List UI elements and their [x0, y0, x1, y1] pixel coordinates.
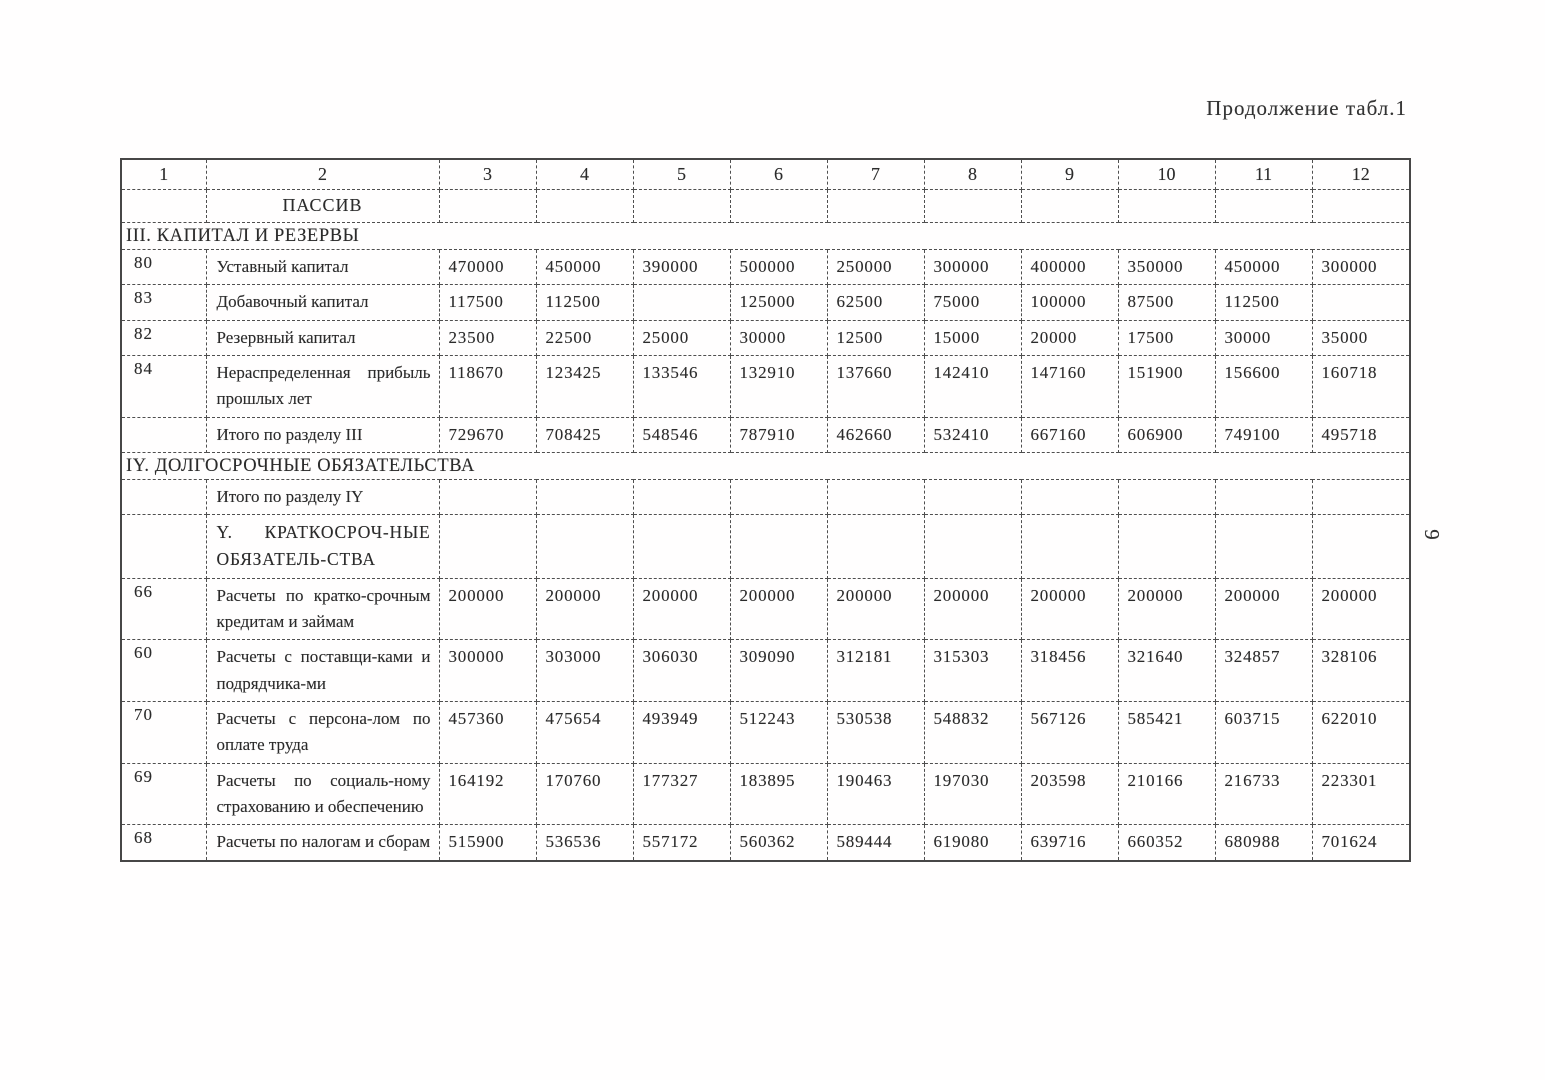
value-cell: 475654 [536, 701, 633, 763]
value-cell: 75000 [924, 285, 1021, 320]
value-cell: 470000 [439, 249, 536, 284]
page-number-vertical: 9 [1419, 529, 1444, 540]
value-cell [1118, 479, 1215, 514]
value-cell: 321640 [1118, 640, 1215, 702]
value-cell: 622010 [1312, 701, 1410, 763]
value-cell: 183895 [730, 763, 827, 825]
value-cell: 557172 [633, 825, 730, 861]
label-cell: Расчеты по кратко-срочным кредитам и займам [206, 578, 439, 640]
value-cell [1312, 515, 1410, 578]
value-cell [633, 479, 730, 514]
column-header-cell: 10 [1118, 159, 1215, 190]
value-cell: 30000 [730, 320, 827, 355]
value-cell [827, 479, 924, 514]
value-cell [827, 515, 924, 578]
label-cell: Добавочный капитал [206, 285, 439, 320]
value-cell [730, 515, 827, 578]
value-cell [1021, 479, 1118, 514]
value-cell: 309090 [730, 640, 827, 702]
section-row [121, 222, 1410, 249]
value-cell [1118, 515, 1215, 578]
value-cell: 548832 [924, 701, 1021, 763]
value-cell: 170760 [536, 763, 633, 825]
column-header-cell: 5 [633, 159, 730, 190]
value-cell [536, 190, 633, 223]
value-cell: 300000 [1312, 249, 1410, 284]
value-cell: 787910 [730, 417, 827, 452]
value-cell: 125000 [730, 285, 827, 320]
value-cell: 210166 [1118, 763, 1215, 825]
column-header-cell: 8 [924, 159, 1021, 190]
value-cell: 312181 [827, 640, 924, 702]
value-cell: 100000 [1021, 285, 1118, 320]
value-cell: 15000 [924, 320, 1021, 355]
value-cell [730, 190, 827, 223]
value-cell: 532410 [924, 417, 1021, 452]
account-cell: 82 [121, 320, 206, 355]
table-row [121, 285, 1410, 320]
account-cell [121, 417, 206, 452]
value-cell [1021, 515, 1118, 578]
value-cell: 328106 [1312, 640, 1410, 702]
value-cell: 112500 [536, 285, 633, 320]
column-header-cell: 11 [1215, 159, 1312, 190]
value-cell: 603715 [1215, 701, 1312, 763]
value-cell: 639716 [1021, 825, 1118, 861]
value-cell [1312, 285, 1410, 320]
value-cell [1312, 190, 1410, 223]
value-cell [439, 479, 536, 514]
value-cell: 164192 [439, 763, 536, 825]
value-cell: 132910 [730, 355, 827, 417]
value-cell: 123425 [536, 355, 633, 417]
value-cell: 200000 [633, 578, 730, 640]
value-cell: 515900 [439, 825, 536, 861]
value-cell: 708425 [536, 417, 633, 452]
account-cell [121, 479, 206, 514]
account-cell: 68 [121, 825, 206, 861]
value-cell: 749100 [1215, 417, 1312, 452]
value-cell: 200000 [1215, 578, 1312, 640]
table-row [121, 825, 1410, 861]
value-cell: 147160 [1021, 355, 1118, 417]
table-row [121, 249, 1410, 284]
column-header-cell: 6 [730, 159, 827, 190]
value-cell [536, 515, 633, 578]
balance-table [120, 158, 1411, 862]
column-header-cell: 2 [206, 159, 439, 190]
value-cell: 300000 [924, 249, 1021, 284]
value-cell: 250000 [827, 249, 924, 284]
value-cell: 190463 [827, 763, 924, 825]
value-cell: 200000 [827, 578, 924, 640]
value-cell [536, 479, 633, 514]
account-cell: 83 [121, 285, 206, 320]
value-cell: 729670 [439, 417, 536, 452]
value-cell [633, 285, 730, 320]
label-cell: Уставный капитал [206, 249, 439, 284]
account-cell: 60 [121, 640, 206, 702]
value-cell: 223301 [1312, 763, 1410, 825]
value-cell: 200000 [1312, 578, 1410, 640]
account-cell: 84 [121, 355, 206, 417]
value-cell: 22500 [536, 320, 633, 355]
label-cell: Расчеты с поставщи-ками и подрядчика-ми [206, 640, 439, 702]
value-cell: 200000 [1021, 578, 1118, 640]
value-cell: 23500 [439, 320, 536, 355]
value-cell [633, 190, 730, 223]
value-cell: 216733 [1215, 763, 1312, 825]
page-title: Продолжение табл.1 [1206, 96, 1407, 120]
value-cell: 495718 [1312, 417, 1410, 452]
value-cell: 12500 [827, 320, 924, 355]
value-cell: 400000 [1021, 249, 1118, 284]
value-cell: 200000 [924, 578, 1021, 640]
value-cell: 450000 [536, 249, 633, 284]
value-cell [1215, 190, 1312, 223]
value-cell: 530538 [827, 701, 924, 763]
value-cell: 567126 [1021, 701, 1118, 763]
value-cell: 660352 [1118, 825, 1215, 861]
value-cell: 118670 [439, 355, 536, 417]
value-cell: 390000 [633, 249, 730, 284]
value-cell: 585421 [1118, 701, 1215, 763]
account-cell [121, 190, 206, 223]
value-cell: 350000 [1118, 249, 1215, 284]
section-label-cell: III. КАПИТАЛ И РЕЗЕРВЫ [121, 222, 1410, 249]
value-cell [1312, 479, 1410, 514]
value-cell: 156600 [1215, 355, 1312, 417]
value-cell: 500000 [730, 249, 827, 284]
value-cell: 197030 [924, 763, 1021, 825]
label-cell: Расчеты с персона-лом по оплате труда [206, 701, 439, 763]
label-cell: Расчеты по социаль-ному страхованию и обеспечению [206, 763, 439, 825]
label-cell: Y. КРАТКОСРОЧ-НЫЕ ОБЯЗАТЕЛЬ-СТВА [206, 515, 439, 578]
table-row [121, 320, 1410, 355]
column-header-cell: 1 [121, 159, 206, 190]
value-cell: 200000 [1118, 578, 1215, 640]
label-cell: Расчеты по налогам и сборам [206, 825, 439, 861]
value-cell [924, 515, 1021, 578]
value-cell [1118, 190, 1215, 223]
account-cell: 70 [121, 701, 206, 763]
value-cell: 87500 [1118, 285, 1215, 320]
table-row [121, 515, 1410, 578]
value-cell: 306030 [633, 640, 730, 702]
label-cell: Нераспределенная прибыль прошлых лет [206, 355, 439, 417]
account-cell: 80 [121, 249, 206, 284]
value-cell: 512243 [730, 701, 827, 763]
value-cell [924, 479, 1021, 514]
value-cell: 17500 [1118, 320, 1215, 355]
value-cell: 667160 [1021, 417, 1118, 452]
value-cell [730, 479, 827, 514]
label-cell: Итого по разделу III [206, 417, 439, 452]
column-header-row [121, 159, 1410, 190]
value-cell: 112500 [1215, 285, 1312, 320]
account-cell [121, 515, 206, 578]
table-row [121, 479, 1410, 514]
column-header-cell: 9 [1021, 159, 1118, 190]
value-cell: 200000 [730, 578, 827, 640]
table-row [121, 763, 1410, 825]
value-cell: 324857 [1215, 640, 1312, 702]
value-cell: 137660 [827, 355, 924, 417]
table-row [121, 701, 1410, 763]
column-header-cell: 12 [1312, 159, 1410, 190]
balance-table-body [121, 159, 1410, 861]
table-row [121, 640, 1410, 702]
value-cell: 25000 [633, 320, 730, 355]
section-label-cell: IY. ДОЛГОСРОЧНЫЕ ОБЯЗАТЕЛЬСТВА [121, 452, 1410, 479]
table-row [121, 417, 1410, 452]
value-cell: 457360 [439, 701, 536, 763]
value-cell: 315303 [924, 640, 1021, 702]
value-cell: 619080 [924, 825, 1021, 861]
value-cell: 303000 [536, 640, 633, 702]
account-cell: 69 [121, 763, 206, 825]
value-cell: 160718 [1312, 355, 1410, 417]
value-cell: 701624 [1312, 825, 1410, 861]
value-cell: 450000 [1215, 249, 1312, 284]
passiv-subheader-row [121, 190, 1410, 223]
value-cell: 606900 [1118, 417, 1215, 452]
table-container [120, 158, 1410, 862]
value-cell: 200000 [536, 578, 633, 640]
value-cell [633, 515, 730, 578]
value-cell: 35000 [1312, 320, 1410, 355]
account-cell: 66 [121, 578, 206, 640]
value-cell: 30000 [1215, 320, 1312, 355]
table-row [121, 578, 1410, 640]
value-cell [1021, 190, 1118, 223]
value-cell: 680988 [1215, 825, 1312, 861]
label-cell: Итого по разделу IY [206, 479, 439, 514]
value-cell: 493949 [633, 701, 730, 763]
section-row [121, 452, 1410, 479]
column-header-cell: 7 [827, 159, 924, 190]
value-cell: 142410 [924, 355, 1021, 417]
value-cell [1215, 515, 1312, 578]
value-cell: 20000 [1021, 320, 1118, 355]
value-cell: 462660 [827, 417, 924, 452]
table-row [121, 355, 1410, 417]
value-cell: 300000 [439, 640, 536, 702]
value-cell: 203598 [1021, 763, 1118, 825]
value-cell [439, 515, 536, 578]
value-cell: 318456 [1021, 640, 1118, 702]
column-header-cell: 4 [536, 159, 633, 190]
value-cell: 536536 [536, 825, 633, 861]
value-cell: 177327 [633, 763, 730, 825]
label-cell: Резервный капитал [206, 320, 439, 355]
value-cell: 589444 [827, 825, 924, 861]
value-cell [924, 190, 1021, 223]
value-cell: 62500 [827, 285, 924, 320]
value-cell: 548546 [633, 417, 730, 452]
value-cell: 117500 [439, 285, 536, 320]
subheader-label-cell: ПАССИВ [206, 190, 439, 223]
value-cell: 200000 [439, 578, 536, 640]
column-header-cell: 3 [439, 159, 536, 190]
value-cell [827, 190, 924, 223]
value-cell: 151900 [1118, 355, 1215, 417]
value-cell: 133546 [633, 355, 730, 417]
value-cell [439, 190, 536, 223]
value-cell [1215, 479, 1312, 514]
value-cell: 560362 [730, 825, 827, 861]
